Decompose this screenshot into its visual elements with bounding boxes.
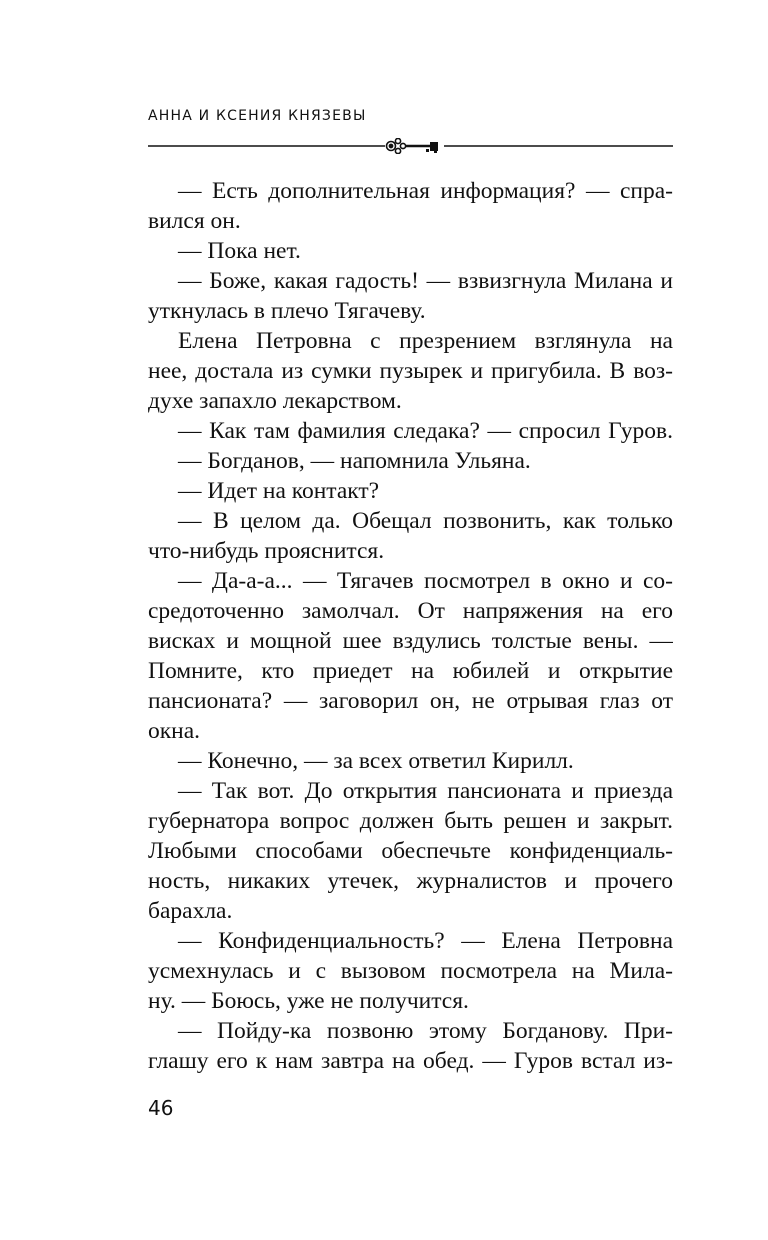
text-line: барахла.	[148, 898, 233, 924]
text-line: вился он.	[148, 208, 241, 234]
text-line: Любыми способами обеспечьте конфиденциаль-	[148, 838, 673, 864]
text-line: уткнулась в плечо Тягачеву.	[148, 298, 426, 324]
text-line: — Богданов, — напомнила Ульяна.	[178, 448, 531, 474]
body-text	[148, 176, 673, 1076]
text-line: окна.	[148, 718, 201, 744]
text-line: духе запахло лекарством.	[148, 388, 402, 414]
text-line: — Идет на контакт?	[178, 478, 380, 504]
text-line: — Конечно, — за всех ответил Кирилл.	[178, 748, 574, 774]
text-line: ну. — Боюсь, уже не получится.	[148, 988, 469, 1014]
text-line: — Пока нет.	[178, 238, 301, 264]
text-line: — Есть дополнительная информация? — спра-	[178, 178, 673, 204]
text-line: глашу его к нам завтра на обед. — Гуров встал из-	[148, 1048, 673, 1074]
text-line: средоточенно замолчал. От напряжения на его	[148, 598, 673, 624]
text-line: — Как там фамилия следака? — спросил Гуров.	[178, 418, 673, 444]
text-line: — Конфиденциальность? — Елена Петровна	[178, 928, 673, 954]
text-line: — В целом да. Обещал позвонить, как только	[178, 508, 673, 534]
text-line: — Пойду-ка позвоню этому Богданову. При-	[178, 1018, 673, 1044]
text-line: ность, никаких утечек, журналистов и прочего	[148, 868, 673, 894]
text-line: усмехнулась и с вызовом посмотрела на Мила-	[148, 958, 673, 984]
text-line: что-нибудь прояснится.	[148, 538, 385, 564]
text-line: пансионата? — заговорил он, не отрывая глаз от	[148, 688, 673, 714]
key-ornament-icon	[387, 138, 439, 153]
text-line: нее, достала из сумки пузырек и пригубила. В воз-	[148, 358, 673, 384]
text-line: — Боже, какая гадость! — взвизгнула Милана и	[178, 268, 673, 294]
text-line: висках и мощной шее вздулись толстые вены. —	[148, 628, 673, 654]
page-number: 46	[148, 1096, 174, 1120]
text-line: Елена Петровна с презрением взглянула на	[178, 328, 673, 354]
header-rule	[148, 138, 673, 154]
text-line: Помните, кто приедет на юбилей и открытие	[148, 658, 673, 684]
text-line: — Так вот. До открытия пансионата и приезда	[178, 778, 673, 804]
text-line: — Да-а-а... — Тягачев посмотрел в окно и со-	[178, 568, 673, 594]
running-head: АННА И КСЕНИЯ КНЯЗЕВЫ	[148, 108, 367, 124]
text-line: губернатора вопрос должен быть решен и закрыт.	[148, 808, 673, 834]
